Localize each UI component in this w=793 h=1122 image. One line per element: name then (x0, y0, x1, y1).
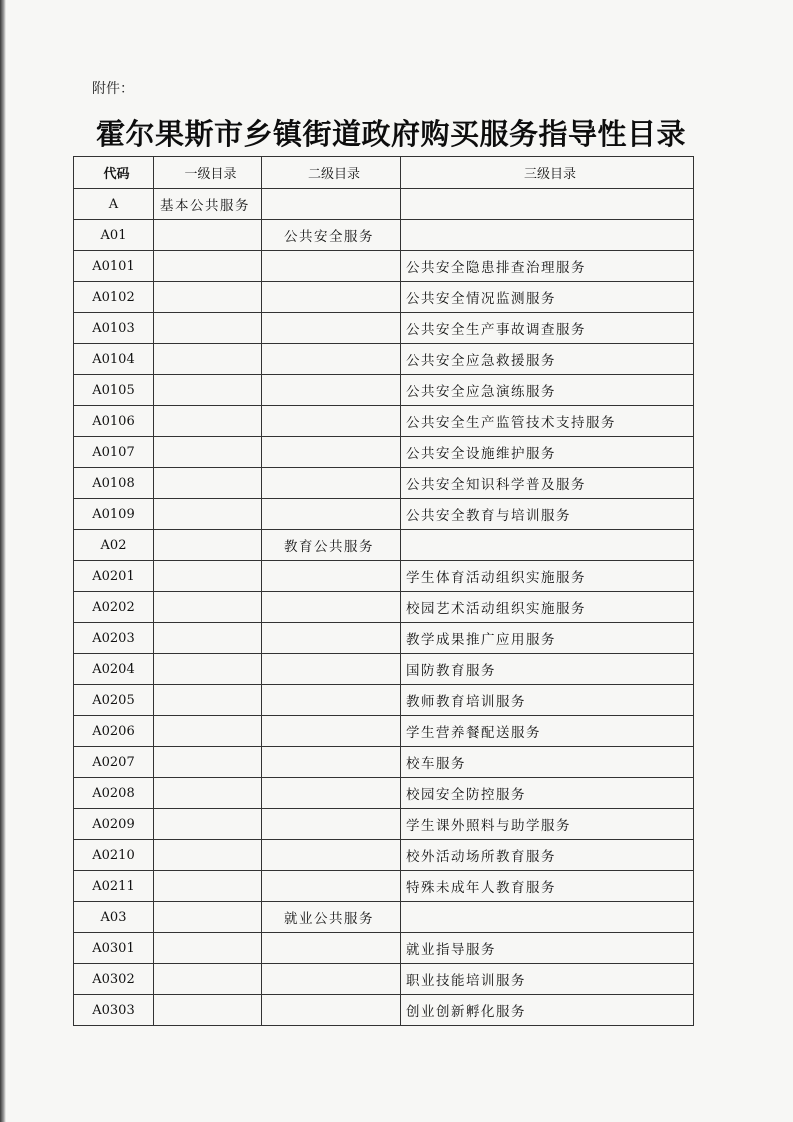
level1-cell (154, 809, 262, 840)
code-cell: A0109 (74, 499, 154, 530)
table-row (74, 933, 694, 964)
level3-cell: 公共安全情况监测服务 (401, 282, 694, 313)
level3-cell: 创业创新孵化服务 (401, 995, 694, 1026)
level3-cell (401, 220, 694, 251)
code-cell: A0101 (74, 251, 154, 282)
level3-cell: 公共安全教育与培训服务 (401, 499, 694, 530)
level3-cell: 教学成果推广应用服务 (401, 623, 694, 654)
column-header-code: 代码 (74, 157, 154, 189)
code-cell: A0208 (74, 778, 154, 809)
table-row (74, 437, 694, 468)
code-cell: A0104 (74, 344, 154, 375)
level2-cell (262, 778, 401, 809)
level2-cell (262, 561, 401, 592)
level1-cell (154, 530, 262, 561)
column-header-level2: 二级目录 (262, 157, 401, 189)
level2-cell (262, 375, 401, 406)
table-row (74, 282, 694, 313)
code-cell: A0205 (74, 685, 154, 716)
level3-cell (401, 902, 694, 933)
level2-cell (262, 747, 401, 778)
level3-cell: 公共安全应急救援服务 (401, 344, 694, 375)
level3-cell: 就业指导服务 (401, 933, 694, 964)
level1-cell (154, 499, 262, 530)
code-cell: A0301 (74, 933, 154, 964)
level1-cell (154, 313, 262, 344)
table-row (74, 685, 694, 716)
level2-cell (262, 592, 401, 623)
table-row (74, 561, 694, 592)
level3-cell: 学生营养餐配送服务 (401, 716, 694, 747)
level1-cell (154, 561, 262, 592)
table-row (74, 220, 694, 251)
table-row (74, 344, 694, 375)
level2-cell (262, 282, 401, 313)
level3-cell: 校园安全防控服务 (401, 778, 694, 809)
level2-cell (262, 251, 401, 282)
level3-cell: 校外活动场所教育服务 (401, 840, 694, 871)
table-row (74, 809, 694, 840)
level1-cell (154, 871, 262, 902)
table-row (74, 623, 694, 654)
level1-cell (154, 251, 262, 282)
table-row (74, 840, 694, 871)
table-row (74, 313, 694, 344)
level1-cell (154, 623, 262, 654)
level2-cell (262, 654, 401, 685)
level2-cell (262, 313, 401, 344)
level1-cell (154, 437, 262, 468)
level1-cell (154, 840, 262, 871)
level1-cell (154, 716, 262, 747)
level1-cell (154, 468, 262, 499)
level1-cell (154, 933, 262, 964)
level2-cell (262, 437, 401, 468)
level2-cell: 公共安全服务 (262, 220, 401, 251)
level2-cell (262, 685, 401, 716)
level1-cell (154, 592, 262, 623)
table-row (74, 499, 694, 530)
level2-cell (262, 716, 401, 747)
level2-cell (262, 840, 401, 871)
code-cell: A0106 (74, 406, 154, 437)
table-row (74, 375, 694, 406)
level3-cell: 校园艺术活动组织实施服务 (401, 592, 694, 623)
level3-cell (401, 530, 694, 561)
column-header-level1: 一级目录 (154, 157, 262, 189)
table-row (74, 995, 694, 1026)
level3-cell: 特殊未成年人教育服务 (401, 871, 694, 902)
level2-cell (262, 964, 401, 995)
level3-cell: 教师教育培训服务 (401, 685, 694, 716)
level2-cell: 教育公共服务 (262, 530, 401, 561)
table-row (74, 654, 694, 685)
code-cell: A02 (74, 530, 154, 561)
table-row (74, 251, 694, 282)
level3-cell (401, 189, 694, 220)
table-row (74, 747, 694, 778)
level1-cell (154, 344, 262, 375)
level1-cell (154, 406, 262, 437)
code-cell: A0202 (74, 592, 154, 623)
level3-cell: 学生课外照料与助学服务 (401, 809, 694, 840)
code-cell: A0210 (74, 840, 154, 871)
level3-cell: 公共安全设施维护服务 (401, 437, 694, 468)
code-cell: A0107 (74, 437, 154, 468)
level3-cell: 公共安全生产事故调查服务 (401, 313, 694, 344)
level2-cell (262, 468, 401, 499)
level3-cell: 公共安全隐患排查治理服务 (401, 251, 694, 282)
code-cell: A03 (74, 902, 154, 933)
table-row (74, 716, 694, 747)
code-cell: A0209 (74, 809, 154, 840)
table-row (74, 468, 694, 499)
table-row (74, 964, 694, 995)
level2-cell (262, 871, 401, 902)
level2-cell (262, 499, 401, 530)
level2-cell (262, 933, 401, 964)
level1-cell (154, 685, 262, 716)
page-edge-shadow (0, 0, 6, 1122)
level1-cell (154, 654, 262, 685)
level1-cell (154, 964, 262, 995)
code-cell: A0102 (74, 282, 154, 313)
level3-cell: 公共安全应急演练服务 (401, 375, 694, 406)
code-cell: A (74, 189, 154, 220)
level3-cell: 校车服务 (401, 747, 694, 778)
level1-cell: 基本公共服务 (154, 189, 262, 220)
table-row (74, 778, 694, 809)
table-row (74, 406, 694, 437)
code-cell: A0203 (74, 623, 154, 654)
level1-cell (154, 282, 262, 313)
code-cell: A0105 (74, 375, 154, 406)
level2-cell (262, 344, 401, 375)
level3-cell: 学生体育活动组织实施服务 (401, 561, 694, 592)
level3-cell: 职业技能培训服务 (401, 964, 694, 995)
code-cell: A01 (74, 220, 154, 251)
table-row (74, 902, 694, 933)
level2-cell (262, 406, 401, 437)
code-cell: A0103 (74, 313, 154, 344)
level3-cell: 国防教育服务 (401, 654, 694, 685)
catalog-table (73, 156, 694, 1026)
table-row (74, 592, 694, 623)
level1-cell (154, 747, 262, 778)
code-cell: A0303 (74, 995, 154, 1026)
code-cell: A0204 (74, 654, 154, 685)
table-row (74, 871, 694, 902)
level2-cell (262, 623, 401, 654)
level1-cell (154, 220, 262, 251)
table-row (74, 189, 694, 220)
code-cell: A0302 (74, 964, 154, 995)
level2-cell (262, 995, 401, 1026)
level2-cell (262, 189, 401, 220)
level3-cell: 公共安全知识科学普及服务 (401, 468, 694, 499)
level3-cell: 公共安全生产监管技术支持服务 (401, 406, 694, 437)
level1-cell (154, 778, 262, 809)
level2-cell (262, 809, 401, 840)
attachment-label: 附件： (92, 81, 134, 97)
level1-cell (154, 902, 262, 933)
document-title: 霍尔果斯市乡镇街道政府购买服务指导性目录 (96, 117, 687, 151)
code-cell: A0108 (74, 468, 154, 499)
column-header-level3: 三级目录 (401, 157, 694, 189)
code-cell: A0201 (74, 561, 154, 592)
code-cell: A0206 (74, 716, 154, 747)
table-row (74, 530, 694, 561)
code-cell: A0207 (74, 747, 154, 778)
level1-cell (154, 995, 262, 1026)
level1-cell (154, 375, 262, 406)
level2-cell: 就业公共服务 (262, 902, 401, 933)
table-header-row (74, 157, 694, 189)
code-cell: A0211 (74, 871, 154, 902)
